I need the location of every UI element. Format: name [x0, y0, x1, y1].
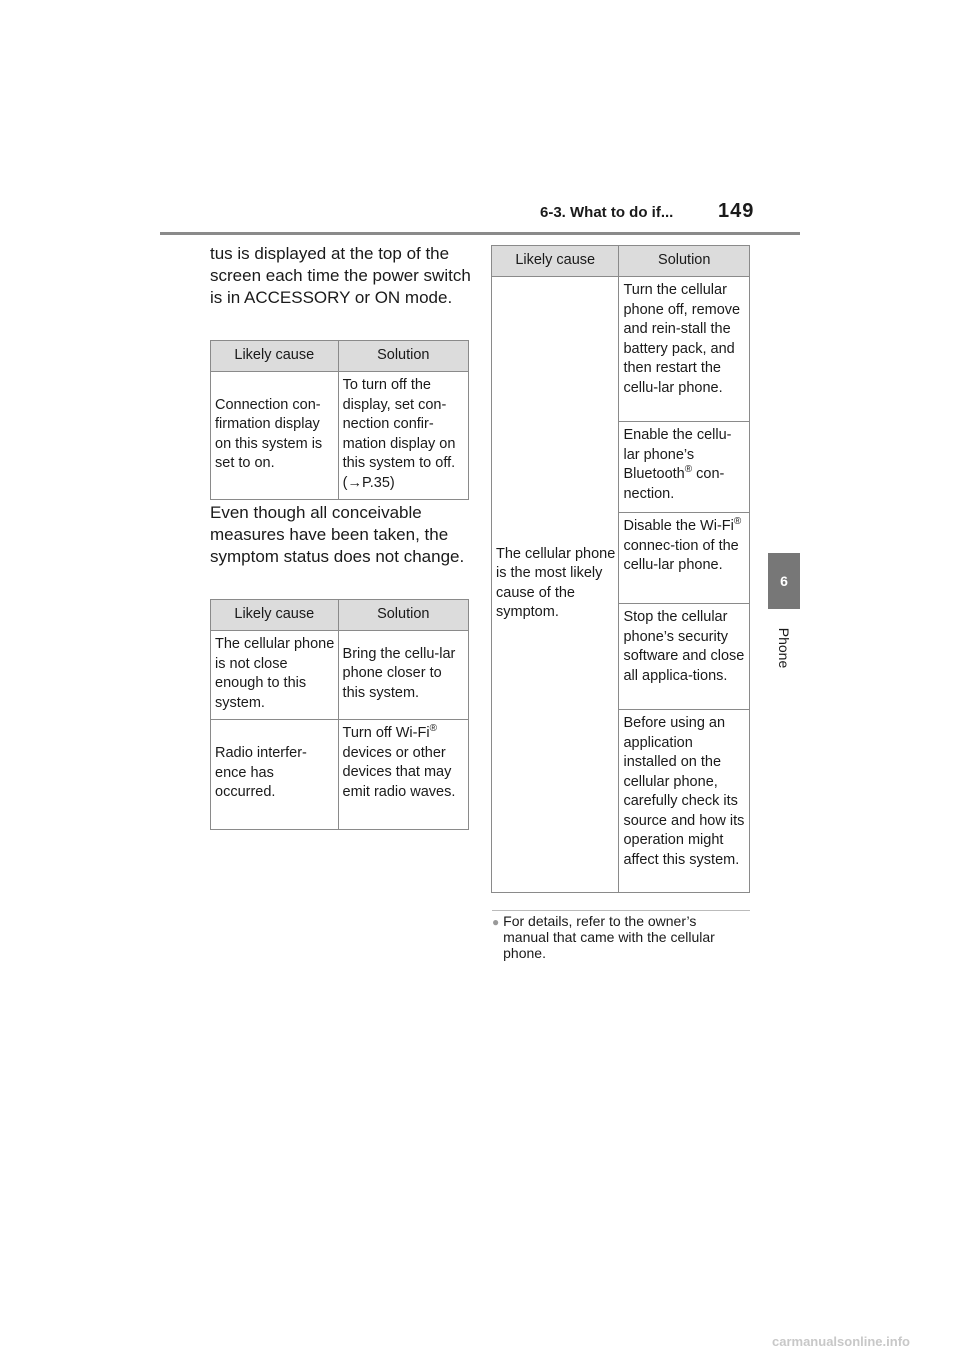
footnote-text: For details, refer to the owner’s manual that came with the cellular phone.: [503, 913, 715, 961]
section-title: 6-3. What to do if...: [540, 204, 674, 221]
footnote: [492, 913, 754, 961]
solution-text: Bring the cellu-lar phone closer to this system.: [342, 645, 456, 701]
table-row: [211, 631, 469, 720]
likely-cause-header: Likely cause: [492, 246, 619, 277]
cause-cell: The cellular phone is the most likely cause of the symptom.: [492, 277, 619, 893]
registered-mark: ®: [429, 723, 437, 735]
solution-text: Turn the cellular phone off, remove and rein-stall the battery pack, and then restart the cellu-lar phone.: [623, 282, 741, 396]
header-divider: [160, 232, 800, 235]
table-header-row: [211, 341, 469, 372]
solution-text: Before using an application installed on the cellular phone, carefully check its source and how its operation might affect this system.: [623, 715, 745, 868]
solution-cell: [619, 604, 750, 710]
solution-header: Solution: [619, 246, 750, 277]
troubleshooting-table-2: [210, 599, 469, 830]
cause-cell: Radio interfer-ence has occurred.: [211, 720, 339, 830]
footnote-divider: [492, 910, 750, 911]
table-row: [211, 720, 469, 830]
solution-header: Solution: [338, 600, 468, 631]
likely-cause-header: Likely cause: [211, 600, 339, 631]
troubleshooting-table-3: [491, 245, 750, 893]
cause-cell: Connection con-firmation display on this system is set to on.: [211, 372, 339, 500]
registered-mark: ®: [684, 464, 693, 476]
cause-cell: The cellular phone is not close enough to this system.: [211, 631, 339, 720]
solution-text: Enable the cellu-lar phone’s Bluetooth: [623, 427, 732, 482]
solution-text: Turn off Wi-Fi: [342, 725, 430, 741]
arrow-right-icon: →: [347, 474, 362, 491]
solution-text: Disable the Wi-Fi: [623, 518, 734, 534]
solution-text-cont: devices or other devices that may emit radio waves.: [342, 744, 456, 800]
table-row: [492, 277, 750, 422]
page-number: 149: [718, 200, 755, 222]
solution-header: Solution: [338, 341, 468, 372]
chapter-label: [768, 618, 800, 678]
troubleshooting-table-1: [210, 340, 469, 500]
solution-text: To turn off the display, set con-nection confir-mation display on this system to off. (: [342, 377, 456, 491]
solution-cell: [338, 372, 468, 500]
solution-cell: [338, 720, 468, 830]
circle-bullet-icon: ●: [492, 915, 500, 929]
solution-text-cont: con-nection.: [623, 466, 725, 502]
solution-text-cont: connec-tion of the cellu-lar phone.: [623, 537, 739, 573]
registered-mark: ®: [733, 516, 742, 528]
watermark: carmanualsonline.info: [772, 1334, 910, 1349]
solution-cell: [338, 631, 468, 720]
solution-cell: [619, 710, 750, 893]
solution-text: Stop the cellular phone’s security software and close all applica-tions.: [623, 609, 745, 684]
page-reference-link[interactable]: P.35): [361, 474, 395, 491]
solution-cell: [619, 513, 750, 604]
table-row: [211, 372, 469, 500]
symptom-paragraph: Even though all conceivable measures have been taken, the symptom status does not change.: [210, 503, 465, 566]
chapter-label-text: Phone: [776, 627, 793, 669]
table-header-row: [492, 246, 750, 277]
chapter-number-tab[interactable]: 6: [768, 553, 800, 609]
table-header-row: [211, 600, 469, 631]
likely-cause-header: Likely cause: [211, 341, 339, 372]
intro-paragraph: tus is displayed at the top of the screen each time the power switch is in ACCESSORY or ON mode.: [210, 244, 471, 307]
solution-cell: [619, 422, 750, 513]
solution-cell: [619, 277, 750, 422]
